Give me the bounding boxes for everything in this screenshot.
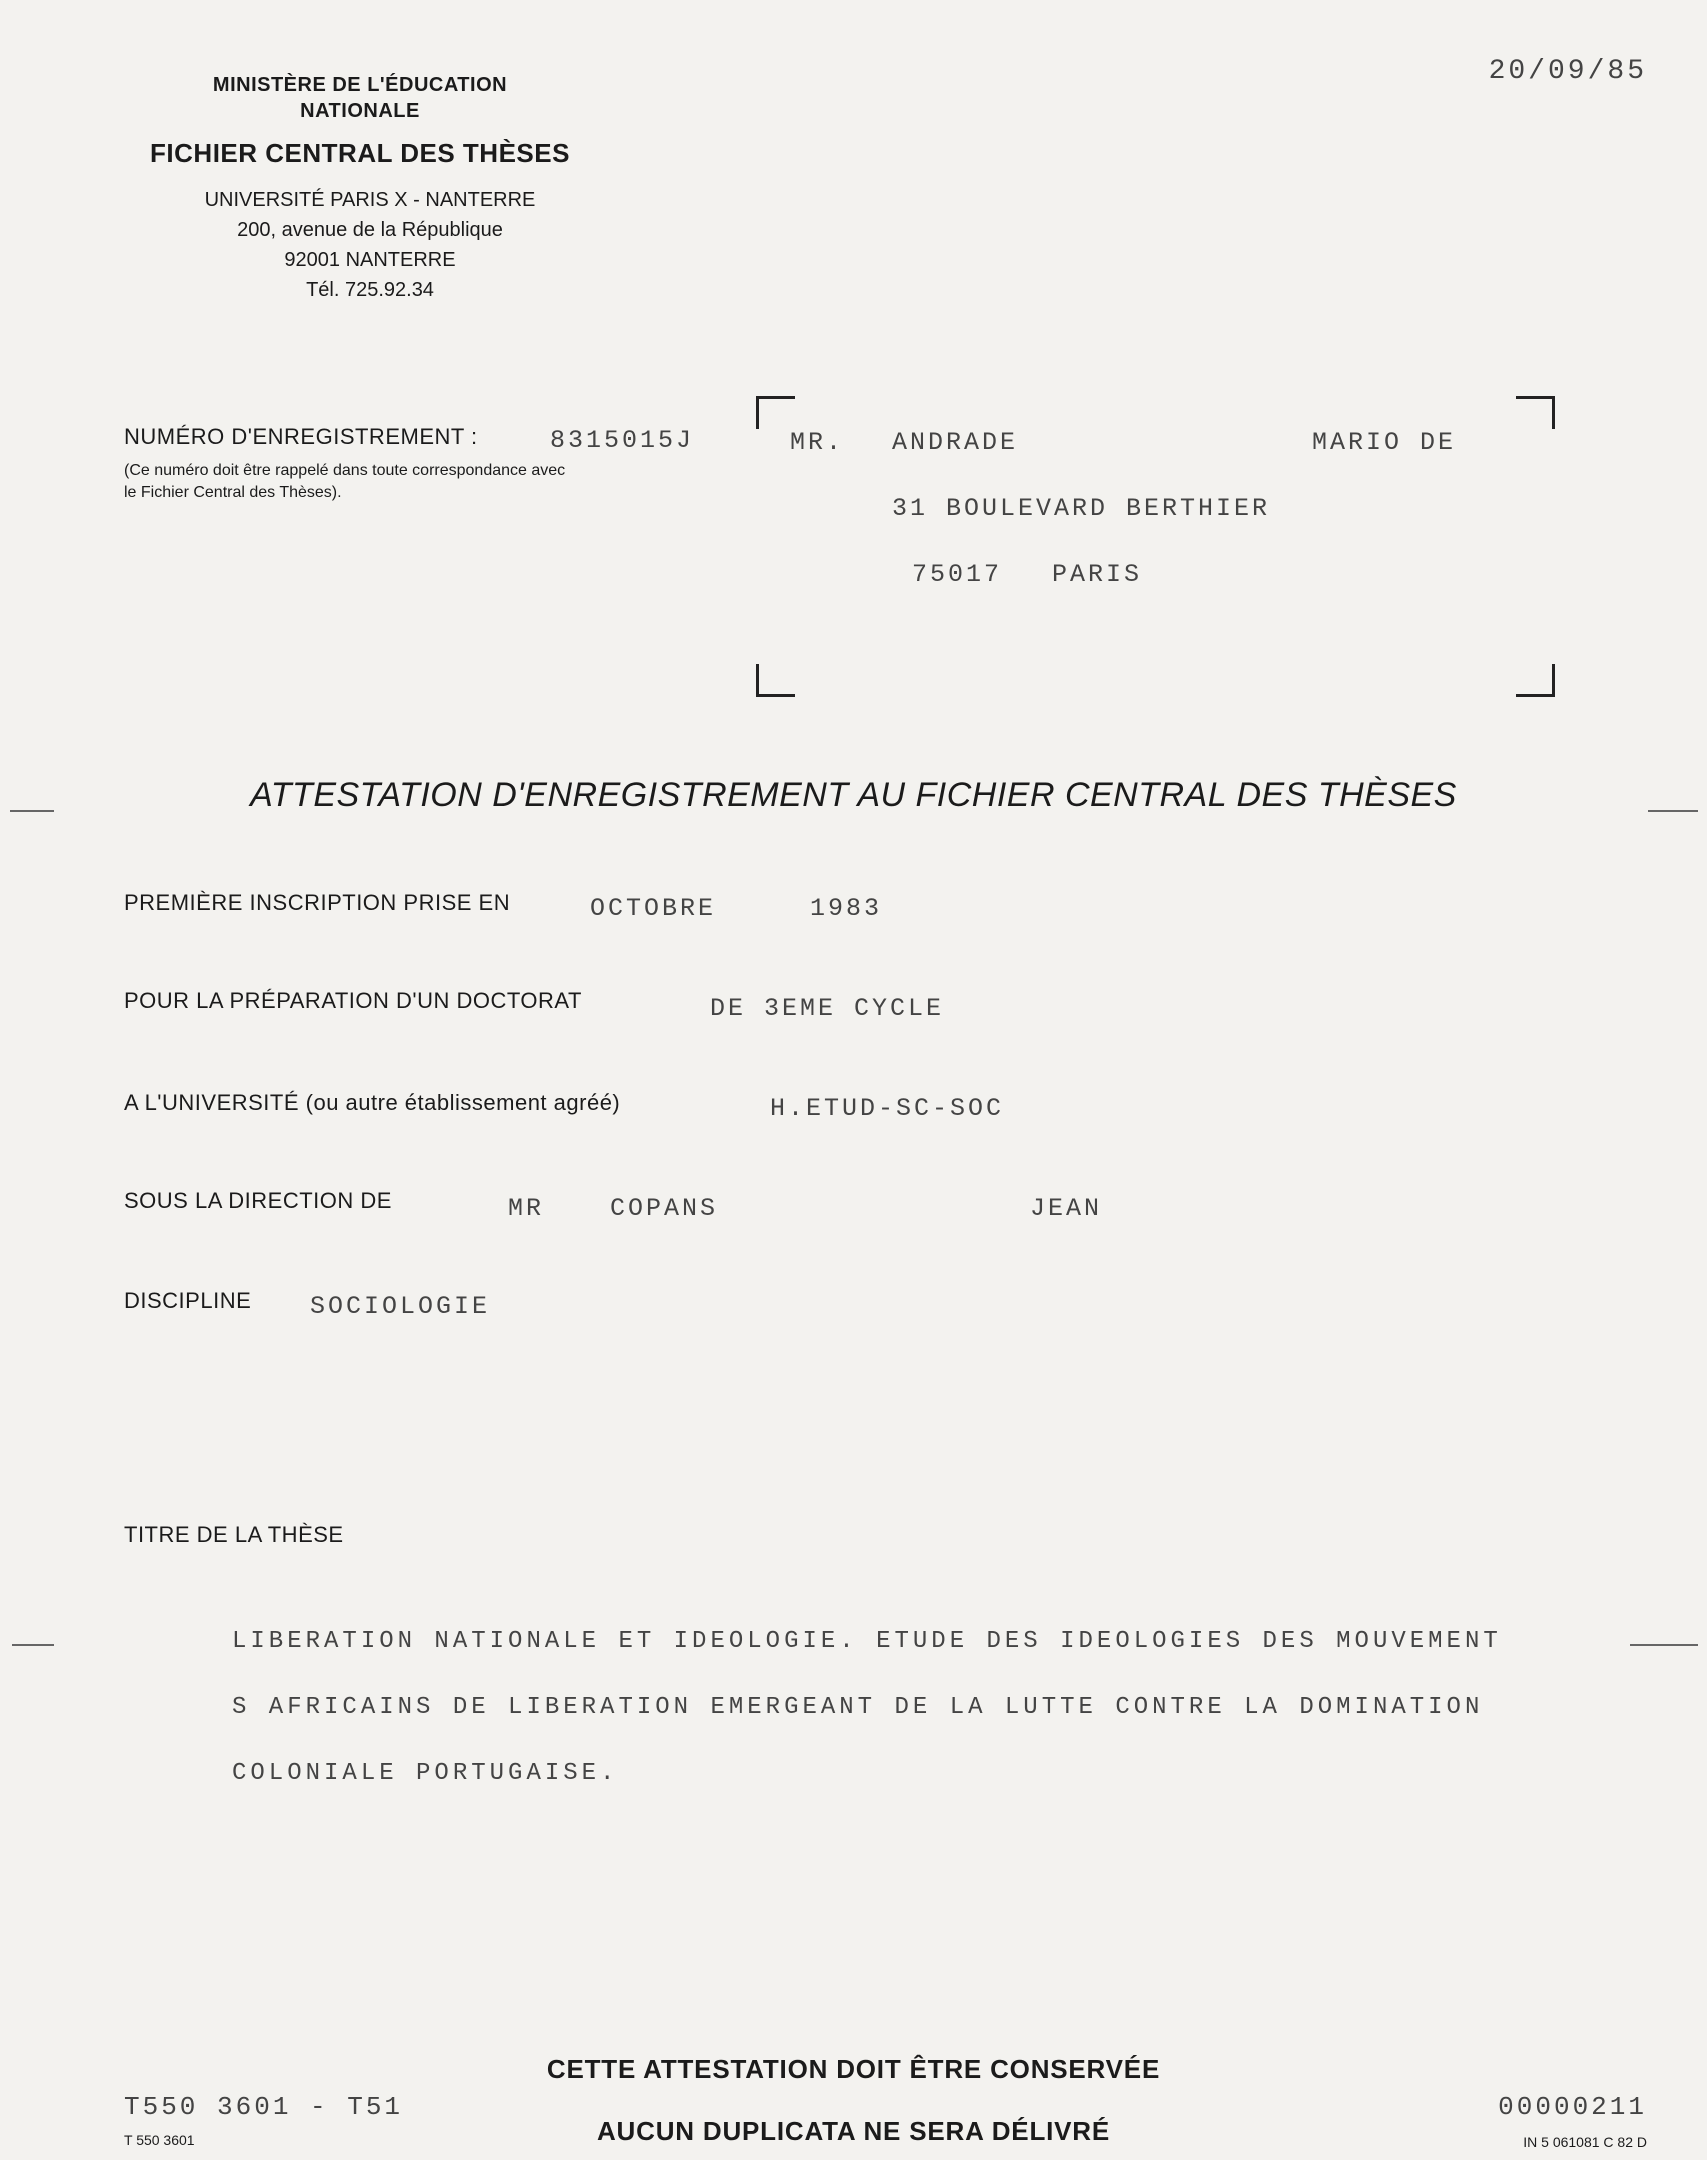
address-window-corner-top-left [756, 396, 795, 429]
ministry-line-2: NATIONALE [300, 100, 420, 122]
university-phone: Tél. 725.92.34 [306, 279, 434, 301]
address-window-corner-bottom-right [1516, 664, 1555, 697]
address-window-corner-top-right [1516, 396, 1555, 429]
print-reference: IN 5 061081 C 82 D [1523, 2134, 1647, 2150]
inscription-year: 1983 [810, 894, 883, 923]
letterhead [90, 72, 630, 305]
fold-mark-left-bottom [12, 1644, 54, 1646]
director-firstname: JEAN [1030, 1194, 1103, 1223]
fold-mark-right-bottom [1630, 1644, 1698, 1646]
director-title: MR [508, 1194, 545, 1223]
addressee-firstname: MARIO DE [1312, 428, 1457, 457]
serial-number: 00000211 [1498, 2092, 1647, 2122]
document-date: 20/09/85 [1488, 56, 1647, 87]
attestation-title: ATTESTATION D'ENREGISTREMENT AU FICHIER CENTRAL DES THÈSES [250, 776, 1457, 814]
registration-label: NUMÉRO D'ENREGISTREMENT : [124, 424, 478, 449]
doctorat-label: POUR LA PRÉPARATION D'UN DOCTORAT [124, 988, 582, 1013]
inscription-label: PREMIÈRE INSCRIPTION PRISE EN [124, 890, 511, 915]
addressee-street: 31 BOULEVARD BERTHIER [892, 494, 1271, 523]
fichier-title: FICHIER CENTRAL DES THÈSES [150, 138, 570, 168]
universite-value: H.ETUD-SC-SOC [770, 1094, 1005, 1123]
address-window-corner-bottom-left [756, 664, 795, 697]
discipline-value: SOCIOLOGIE [310, 1292, 491, 1321]
thesis-title-label: TITRE DE LA THÈSE [124, 1522, 344, 1547]
doctorat-value: DE 3EME CYCLE [710, 994, 945, 1023]
addressee-surname: ANDRADE [892, 428, 1019, 457]
ministry-line-1: MINISTÈRE DE L'ÉDUCATION [212, 74, 508, 96]
discipline-label: DISCIPLINE [124, 1288, 252, 1313]
universite-label: A L'UNIVERSITÉ (ou autre établissement agréé) [124, 1090, 621, 1115]
thesis-title-line-1: LIBERATION NATIONALE ET IDEOLOGIE. ETUDE DES IDEOLOGIES DES MOUVEMENT [232, 1628, 1502, 1655]
registration-number: 8315015J [550, 426, 695, 455]
thesis-title-line-2: S AFRICAINS DE LIBERATION EMERGEANT DE LA LUTTE CONTRE LA DOMINATION [232, 1694, 1484, 1721]
no-duplicate-notice: AUCUN DUPLICATA NE SERA DÉLIVRÉ [596, 2116, 1111, 2146]
form-code-typed: T550 3601 - T51 [124, 2092, 404, 2122]
keep-notice: CETTE ATTESTATION DOIT ÊTRE CONSERVÉE [546, 2054, 1161, 2084]
registration-note-line-1: (Ce numéro doit être rappelé dans toute correspondance avec [124, 462, 566, 479]
university-city: 92001 NANTERRE [284, 249, 456, 271]
thesis-title-line-3: COLONIALE PORTUGAISE. [232, 1760, 619, 1787]
addressee-city: PARIS [1052, 560, 1143, 589]
university-address [110, 185, 630, 305]
addressee-postal-code: 75017 [912, 560, 1003, 589]
form-code-printed: T 550 3601 [124, 2132, 195, 2148]
university-name: UNIVERSITÉ PARIS X - NANTERRE [204, 189, 536, 211]
addressee-title: MR. [790, 428, 845, 457]
director-surname: COPANS [610, 1194, 719, 1223]
inscription-month: OCTOBRE [590, 894, 717, 923]
registration-note [124, 460, 724, 504]
registration-note-line-2: le Fichier Central des Thèses). [124, 484, 342, 501]
direction-label: SOUS LA DIRECTION DE [124, 1188, 392, 1213]
university-street: 200, avenue de la République [237, 219, 503, 241]
